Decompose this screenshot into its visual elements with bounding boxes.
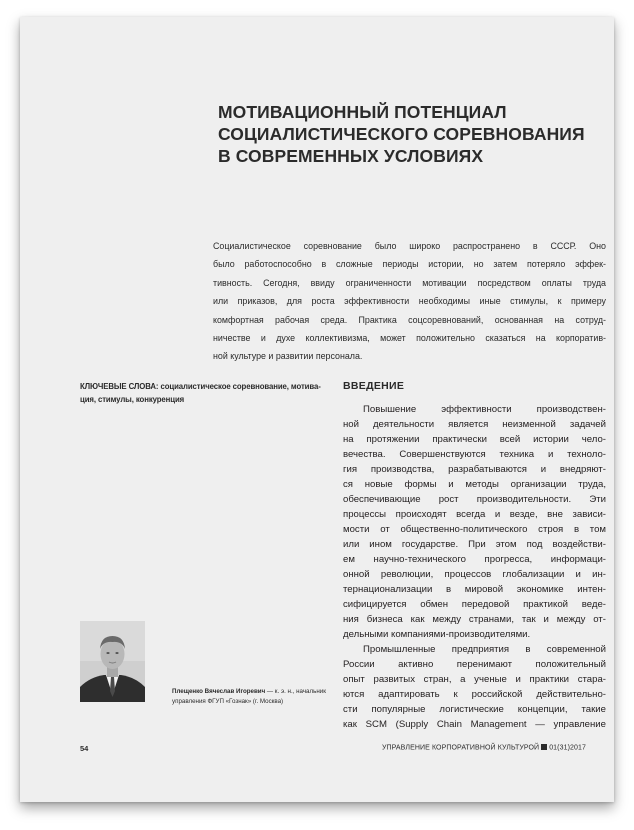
body-line: гия производства, разрабатываются и внедряют- (343, 464, 606, 475)
body-line: онной революции, процессов глобализации и ин- (343, 569, 606, 580)
abstract-line: тивность. Сегодня, ввиду ограниченности мотивации посредством оплаты труда (213, 277, 606, 288)
body-line: ся новые формы и методы организации труда, (343, 479, 606, 490)
keywords (80, 381, 330, 406)
body-line: как SCM (Supply Chain Management — управление (343, 719, 606, 730)
article-body (343, 402, 606, 732)
body-line: процессы происходят всегда и везде, вне зависи- (343, 509, 606, 520)
keywords-line: КЛЮЧЕВЫЕ СЛОВА: социалистическое соревнование, мотива- (80, 382, 321, 391)
title-line: СОЦИАЛИСТИЧЕСКОГО СОРЕВНОВАНИЯ (218, 124, 585, 144)
author-name: Плещенко Вячеслав Игоревич (172, 688, 266, 695)
body-line: Повышение эффективности производствен- (363, 404, 606, 415)
body-line: ния бизнеса как между странами, так и между от- (343, 614, 606, 625)
abstract-line: комфортная рабочая среда. Практика соцсоревнований, основанная на сотруд- (213, 314, 606, 325)
body-line: вечества. Совершенствуются техника и техноло- (343, 449, 606, 460)
body-line: на протяжении практически всей истории чело- (343, 434, 606, 445)
body-line: дельными компаниями-производителями. (343, 629, 531, 640)
body-line: или ином государстве. При этом под воздействи- (343, 539, 606, 550)
author-affiliation: управления ФГУП «Гознак» (г. Москва) (172, 697, 284, 705)
abstract-line: ничестве и духе коллективизма, может положительно сказаться на корпоратив- (213, 333, 606, 344)
body-line: обеспечивающие рост производительности. Эти (343, 494, 606, 505)
abstract-line: ной культуре и развитии персонала. (213, 351, 363, 362)
journal-name: УПРАВЛЕНИЕ КОРПОРАТИВНОЙ КУЛЬТУРОЙ (381, 744, 540, 752)
author-line (172, 687, 347, 697)
journal-issue: 01(31)2017 (549, 744, 586, 752)
body-line: сти популярные логистические концепции, такие (343, 704, 606, 715)
author-title: — к. э. н., начальник (265, 688, 326, 695)
author-photo (80, 621, 145, 702)
square-separator-icon (541, 744, 547, 750)
author-portrait-image (80, 621, 145, 702)
body-line: тернационализации в мировой экономике интен- (343, 584, 606, 595)
keywords-line: ция, стимулы, конкуренция (80, 394, 185, 404)
body-line: ются адаптировать к российской действительно- (343, 689, 606, 700)
author-info (172, 687, 347, 706)
page-number: 54 (80, 744, 89, 753)
article-title (218, 101, 598, 167)
body-line: ем научно-технического прогресса, информаци- (343, 554, 606, 565)
title-line: В СОВРЕМЕННЫХ УСЛОВИЯХ (218, 146, 484, 166)
title-line: МОТИВАЦИОННЫЙ ПОТЕНЦИАЛ (218, 102, 507, 122)
abstract-line: или приказов, для роста эффективности необходимы иные стимулы, к примеру (213, 296, 606, 307)
body-line: ной деятельности является неизменной задачей (343, 419, 606, 430)
body-line: Промышленные предприятия в современной (363, 644, 606, 655)
journal-footer (382, 744, 586, 752)
article-abstract (213, 237, 606, 366)
body-line: сифицируется обмен передовой практикой веде- (343, 599, 606, 610)
abstract-line: было работоспособно в сложные периоды истории, но затем потеряло эффек- (213, 259, 606, 270)
section-heading: ВВЕДЕНИЕ (343, 380, 405, 392)
body-line: мости от общественно-политического строя в том (343, 524, 606, 535)
body-line: опыт развитых стран, а ученые и практики стара- (343, 674, 606, 685)
body-line: России активно перенимают положительный (343, 659, 606, 670)
journal-page (20, 17, 614, 802)
abstract-line: Социалистическое соревнование было широко распространено в СССР. Оно (213, 241, 606, 251)
